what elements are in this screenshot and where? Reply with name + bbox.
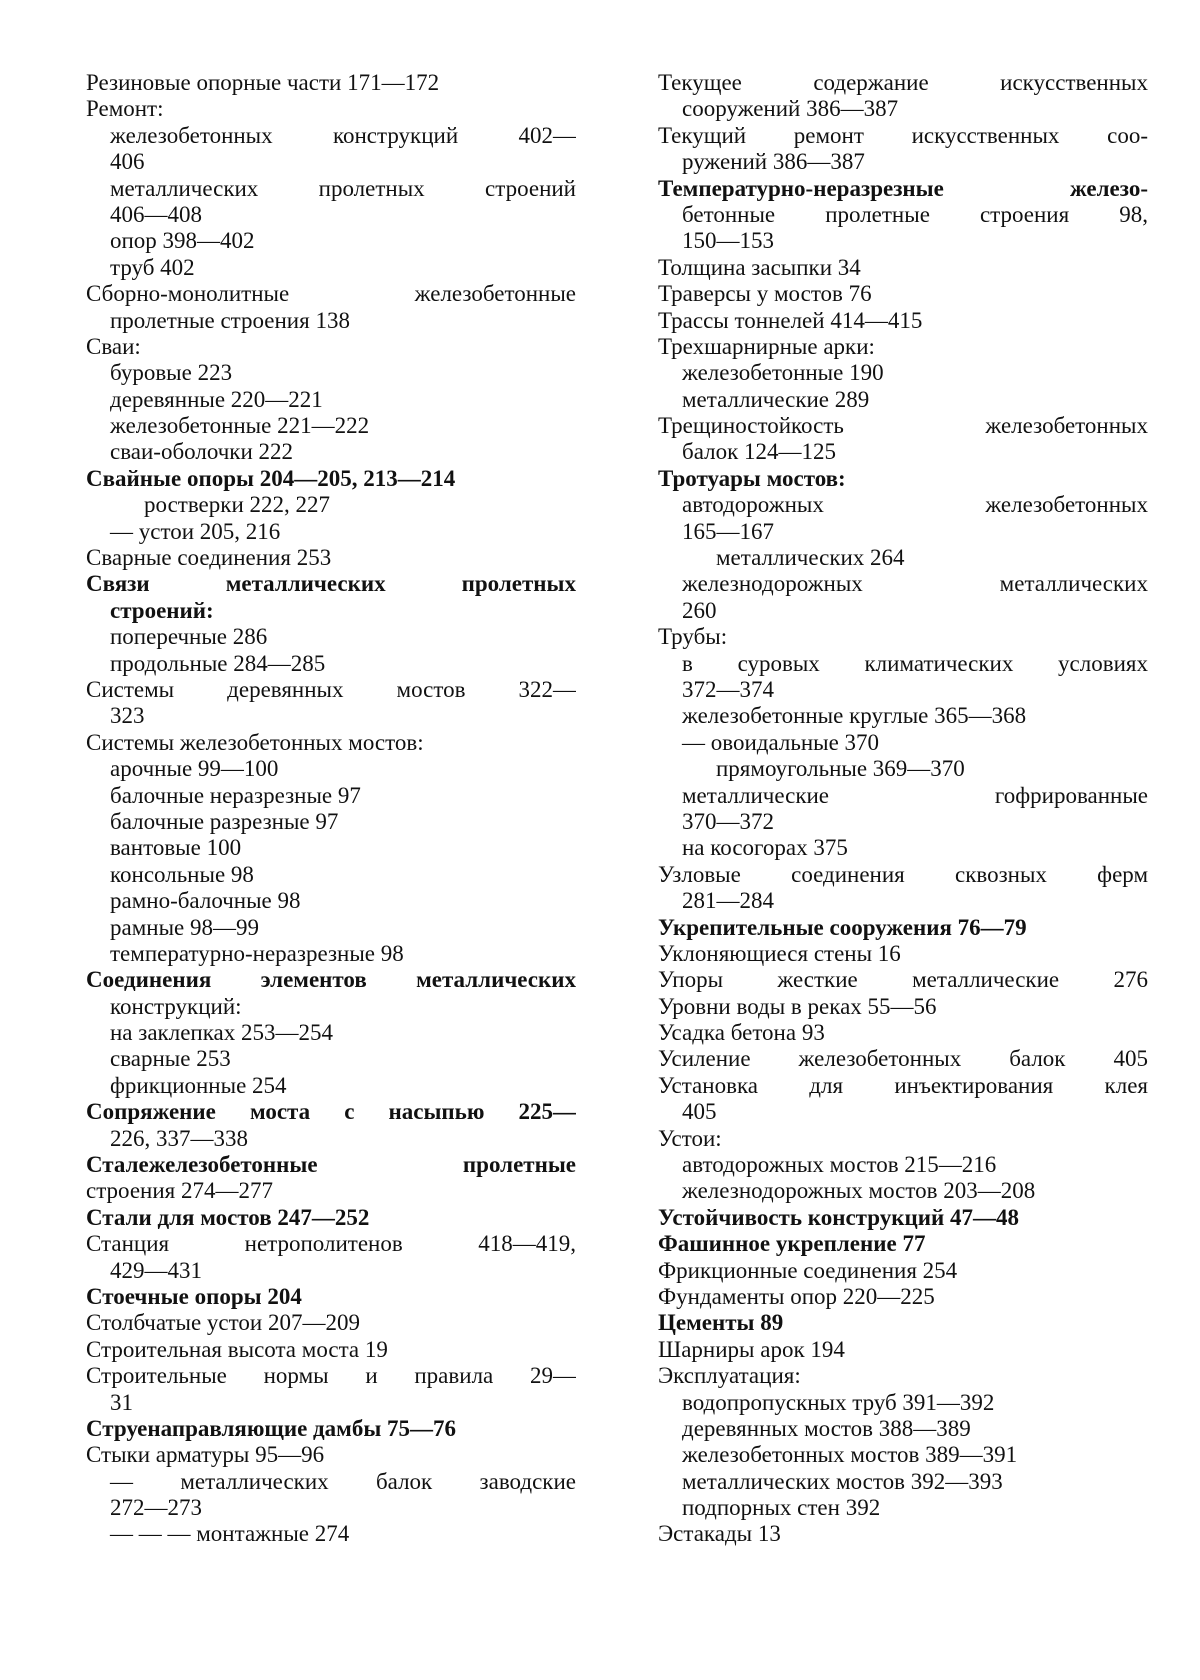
index-entry: Устои:	[658, 1125, 722, 1151]
index-entry: Сваи:	[86, 333, 141, 359]
index-subentry: балок 124—125	[682, 439, 837, 465]
index-entry: Строительная высота моста 19	[86, 1336, 388, 1362]
index-subentry: металлических мостов 392—393	[682, 1468, 1003, 1494]
index-subentry: поперечные 286	[110, 624, 268, 650]
index-subentry: автодорожных железобетонных	[682, 492, 1148, 518]
index-subentry: 165—167	[682, 518, 774, 544]
index-entry: Соединения элементов металлических	[86, 967, 576, 993]
index-entry: Стыки арматуры 95—96	[86, 1442, 325, 1468]
index-subentry: подпорных стен 392	[682, 1495, 881, 1521]
index-subentry: металлических 264	[716, 545, 905, 571]
index-entry: Усадка бетона 93	[658, 1020, 825, 1046]
index-subentry: сваи-оболочки 222	[110, 439, 294, 465]
index-entry: Столбчатые устои 207—209	[86, 1310, 360, 1336]
index-subentry: — овоидальные 370	[682, 729, 880, 755]
index-entry: Узловые соединения сквозных ферм	[658, 861, 1148, 887]
index-subentry: 260	[682, 597, 717, 623]
index-entry: Системы железобетонных мостов:	[86, 729, 424, 755]
index-subentry: железобетонных конструкций 402—	[110, 122, 576, 148]
index-subentry: железобетонные круглые 365—368	[682, 703, 1027, 729]
index-subentry: 370—372	[682, 808, 774, 834]
index-entry: Струенаправляющие дамбы 75—76	[86, 1415, 457, 1441]
index-subentry: 406—408	[110, 201, 202, 227]
index-column-right	[658, 70, 1148, 1548]
index-subentry: 406	[110, 149, 145, 175]
index-entry: Толщина засыпки 34	[658, 254, 861, 280]
index-subentry: железнодорожных мостов 203—208	[682, 1178, 1036, 1204]
index-entry: Фундаменты опор 220—225	[658, 1283, 935, 1309]
index-entry: Упоры жесткие металлические 276	[658, 967, 1148, 993]
index-entry: Стоечные опоры 204	[86, 1283, 302, 1309]
index-entry: Свайные опоры 204—205, 213—214	[86, 465, 456, 491]
index-entry: Резиновые опорные части 171—172	[86, 70, 440, 95]
index-subentry: железобетонные 221—222	[110, 413, 370, 439]
index-entry: Трещиностойкость железобетонных	[658, 413, 1148, 439]
index-entry: Уровни воды в реках 55—56	[658, 993, 937, 1019]
index-subentry: 31	[110, 1389, 133, 1415]
index-column-left	[86, 70, 576, 1548]
index-entry: Сталежелезобетонные пролетные	[86, 1152, 576, 1178]
index-subentry: железнодорожных металлических	[682, 571, 1148, 597]
index-subentry: строений:	[110, 597, 214, 623]
index-subentry: железобетонные 190	[682, 360, 884, 386]
index-subentry: бетонные пролетные строения 98,	[682, 201, 1148, 227]
index-entry: Стали для мостов 247—252	[86, 1204, 370, 1230]
index-subentry: — — — монтажные 274	[110, 1521, 350, 1547]
index-subentry: труб 402	[110, 254, 195, 280]
index-subentry: металлические 289	[682, 386, 870, 412]
index-subentry: автодорожных мостов 215—216	[682, 1152, 997, 1178]
index-subentry: — металлических балок заводские	[110, 1468, 576, 1494]
index-subentry: 281—284	[682, 888, 774, 914]
index-entry: Усиление железобетонных балок 405	[658, 1046, 1148, 1072]
index-subentry: сварные 253	[110, 1046, 231, 1072]
index-entry: Укрепительные сооружения 76—79	[658, 914, 1027, 940]
index-entry: Текущий ремонт искусственных соо-	[658, 122, 1148, 148]
index-entry: Эксплуатация:	[658, 1363, 801, 1389]
index-entry: Шарниры арок 194	[658, 1336, 845, 1362]
index-entry: Сварные соединения 253	[86, 545, 332, 571]
index-entry: Тротуары мостов:	[658, 465, 846, 491]
index-entry: Строительные нормы и правила 29—	[86, 1363, 576, 1389]
index-subentry: железобетонных мостов 389—391	[682, 1442, 1018, 1468]
index-subentry: температурно-неразрезные 98	[110, 940, 404, 966]
index-subentry: металлических пролетных строений	[110, 175, 576, 201]
index-entry: строения 274—277	[86, 1178, 273, 1204]
index-subentry: деревянных мостов 388—389	[682, 1415, 971, 1441]
index-subentry: сооружений 386—387	[682, 96, 899, 122]
index-entry: Цементы 89	[658, 1310, 784, 1336]
index-entry: Трубы:	[658, 624, 728, 650]
index-entry: Уклоняющиеся стены 16	[658, 940, 901, 966]
index-subentry: вантовые 100	[110, 835, 242, 861]
index-entry: Фашинное укрепление 77	[658, 1231, 926, 1257]
index-entry: Ремонт:	[86, 96, 164, 122]
index-subentry: деревянные 220—221	[110, 386, 323, 412]
index-entry: Трехшарнирные арки:	[658, 333, 875, 359]
index-subentry: водопропускных труб 391—392	[682, 1389, 995, 1415]
index-subentry: в суровых климатических условиях	[682, 650, 1148, 676]
index-subentry: металлические гофрированные	[682, 782, 1148, 808]
index-subentry: 226, 337—338	[110, 1125, 248, 1151]
index-subentry: балочные неразрезные 97	[110, 782, 361, 808]
index-entry: Трассы тоннелей 414—415	[658, 307, 923, 333]
index-subentry: 405	[682, 1099, 717, 1125]
index-subentry: 323	[110, 703, 145, 729]
index-entry: Температурно-неразрезные железо-	[658, 175, 1148, 201]
index-subentry: арочные 99—100	[110, 756, 279, 782]
index-subentry: пролетные строения 138	[110, 307, 350, 333]
index-entry: Связи металлических пролетных	[86, 571, 576, 597]
index-entry: Траверсы у мостов 76	[658, 281, 872, 307]
index-subentry: 272—273	[110, 1495, 202, 1521]
index-subentry: 150—153	[682, 228, 774, 254]
index-entry: Текущее содержание искусственных	[658, 70, 1148, 95]
index-subentry: на заклепках 253—254	[110, 1020, 334, 1046]
index-entry: Эстакады 13	[658, 1521, 781, 1547]
index-subentry: рамные 98—99	[110, 914, 259, 940]
index-entry: Системы деревянных мостов 322—	[86, 676, 576, 702]
index-subentry: 372—374	[682, 676, 774, 702]
index-subentry: балочные разрезные 97	[110, 808, 339, 834]
index-subentry: прямоугольные 369—370	[716, 756, 965, 782]
index-subentry: 429—431	[110, 1257, 202, 1283]
index-subentry: фрикционные 254	[110, 1072, 287, 1098]
index-subentry: ростверки 222, 227	[144, 492, 330, 518]
index-subentry: ружений 386—387	[682, 149, 865, 175]
index-subentry: буровые 223	[110, 360, 233, 386]
index-entry: Устойчивость конструкций 47—48	[658, 1204, 1019, 1230]
index-subentry: — устои 205, 216	[110, 518, 281, 544]
index-subentry: рамно-балочные 98	[110, 888, 301, 914]
index-subentry: на косогорах 375	[682, 835, 848, 861]
index-subentry: консольные 98	[110, 861, 254, 887]
index-entry: Фрикционные соединения 254	[658, 1257, 958, 1283]
index-entry: Сопряжение моста с насыпью 225—	[86, 1099, 576, 1125]
index-subentry: конструкций:	[110, 993, 242, 1019]
index-subentry: продольные 284—285	[110, 650, 326, 676]
index-subentry: опор 398—402	[110, 228, 255, 254]
index-entry: Станция нетрополитенов 418—419,	[86, 1231, 576, 1257]
index-entry: Установка для инъектирования клея	[658, 1072, 1148, 1098]
index-entry: Сборно-монолитные железобетонные	[86, 281, 576, 307]
